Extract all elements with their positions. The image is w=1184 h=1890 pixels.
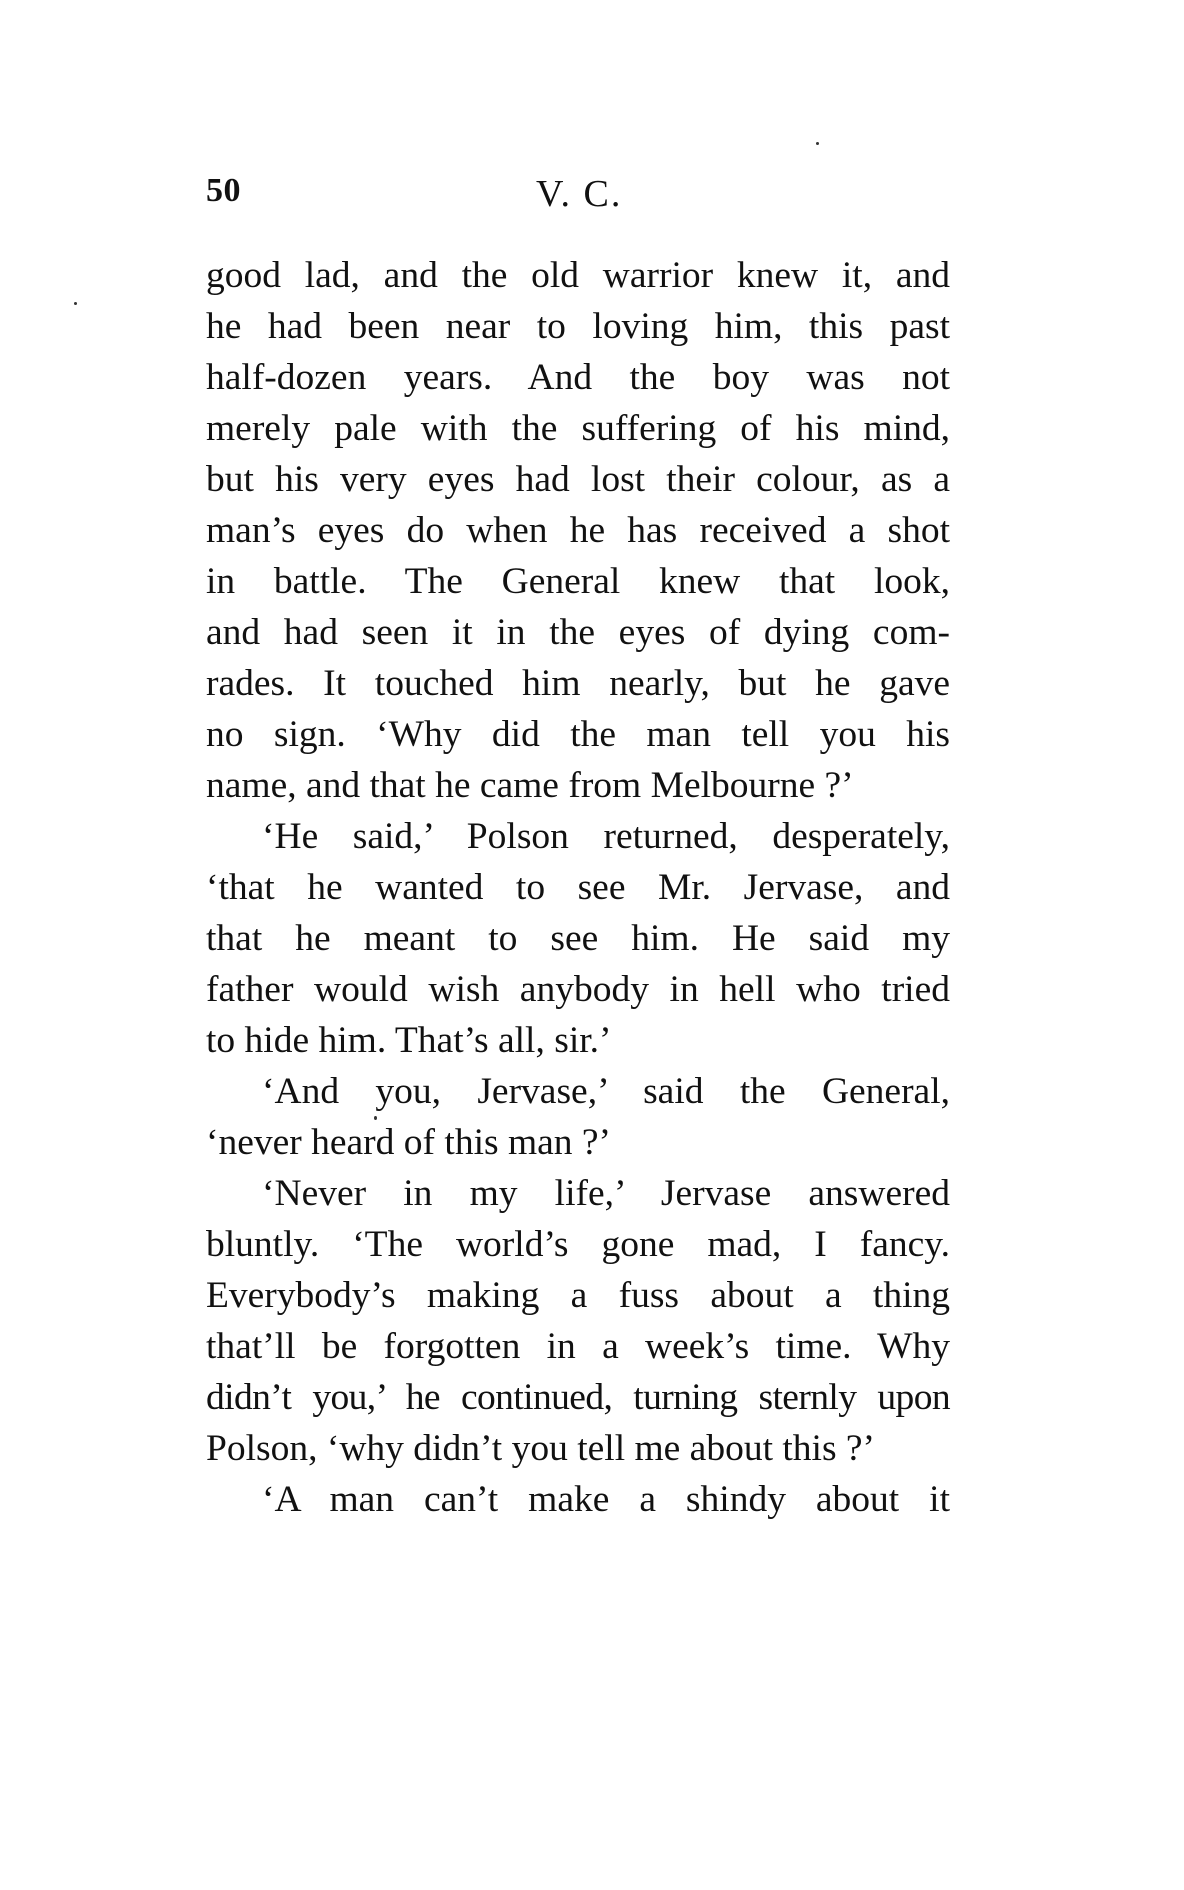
text-line: in battle. The General knew that look, [206, 561, 950, 602]
text-line: bluntly. ‘The world’s gone mad, I fancy. [206, 1224, 950, 1265]
text-line: merely pale with the suffering of his mind, [206, 408, 950, 449]
body-text [206, 250, 950, 1525]
text-line: Polson, ‘why didn’t you tell me about this ?’ [206, 1428, 876, 1469]
text-line: man’s eyes do when he has received a shot [206, 510, 950, 551]
text-line: ‘He said,’ Polson returned, desperately, [262, 816, 950, 857]
text-line: that he meant to see him. He said my [206, 918, 950, 959]
text-line: ‘And you, Jervase,’ said the General, [262, 1071, 950, 1112]
text-line: half-dozen years. And the boy was not [206, 357, 950, 398]
text-line: ‘that he wanted to see Mr. Jervase, and [206, 867, 950, 908]
text-line: Everybody’s making a fuss about a thing [206, 1275, 950, 1316]
text-line: name, and that he came from Melbourne ?’ [206, 765, 854, 806]
text-line: to hide him. That’s all, sir.’ [206, 1020, 612, 1061]
page-number: 50 [206, 172, 241, 209]
running-title: V. C. [536, 173, 623, 215]
text-line: father would wish anybody in hell who tried [206, 969, 950, 1010]
text-line: that’ll be forgotten in a week’s time. Why [206, 1326, 950, 1367]
text-line: ‘A man can’t make a shindy about it [262, 1479, 950, 1520]
text-line: he had been near to loving him, this past [206, 306, 950, 347]
ink-speck [74, 302, 77, 305]
text-line: didn’t you,’ he continued, turning sternly upon [206, 1377, 950, 1418]
text-line: but his very eyes had lost their colour, as a [206, 459, 950, 500]
ink-speck [816, 142, 819, 145]
text-line: no sign. ‘Why did the man tell you his [206, 714, 950, 755]
text-line: good lad, and the old warrior knew it, and [206, 255, 950, 296]
page-header [206, 172, 950, 232]
text-line: ‘Never in my life,’ Jervase answered [262, 1173, 950, 1214]
text-line: and had seen it in the eyes of dying com- [206, 612, 950, 653]
text-line: ‘never heard of this man ?’ [206, 1122, 612, 1163]
text-line: rades. It touched him nearly, but he gave [206, 663, 950, 704]
